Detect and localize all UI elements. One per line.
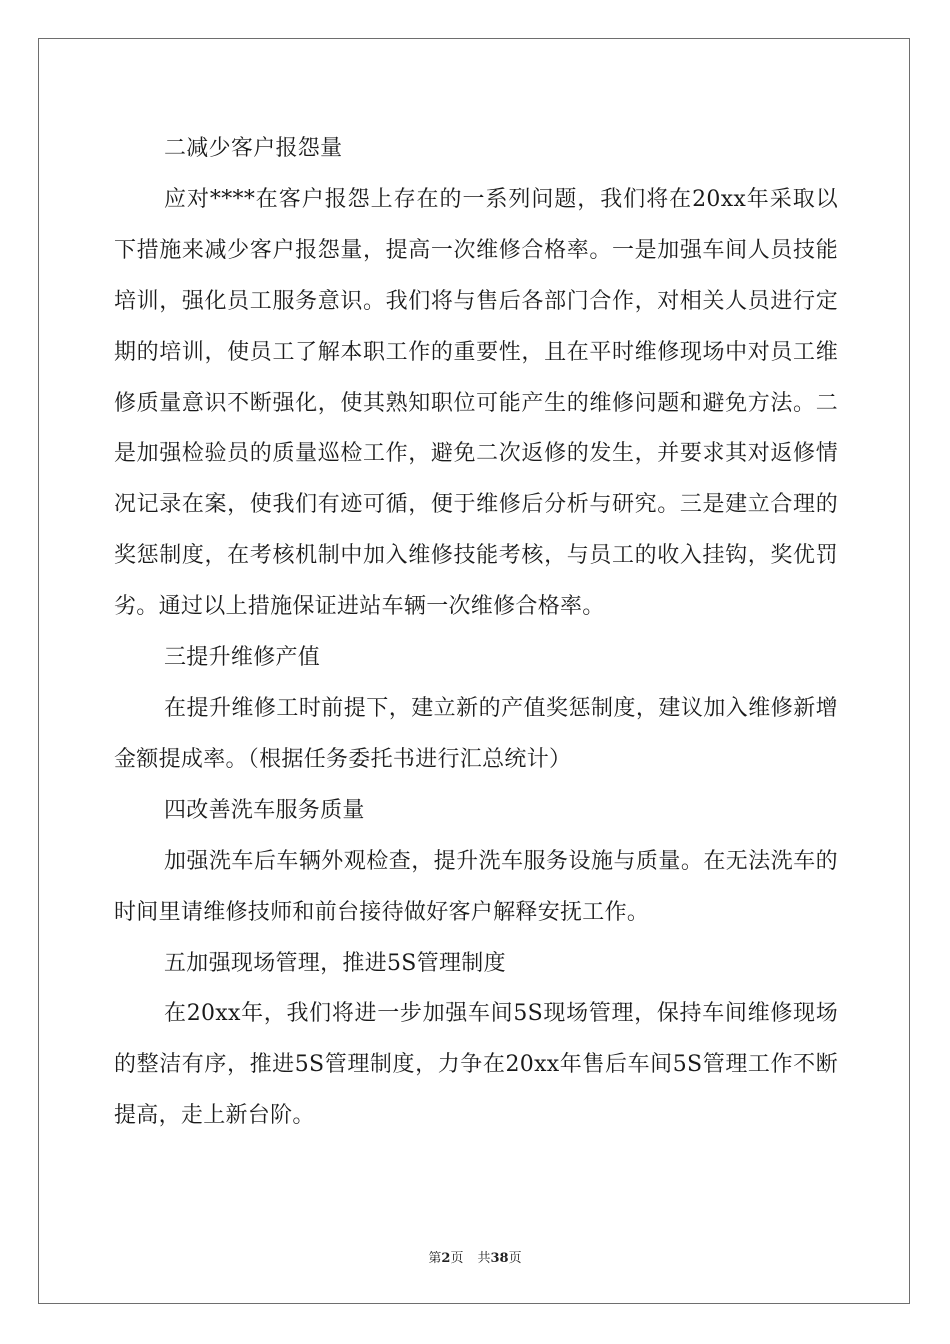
section-paragraph-car-wash: 加强洗车后车辆外观检查，提升洗车服务设施与质量。在无法洗车的时间里请维修技师和前台接待做好客户解释安抚工作。 (114, 848, 838, 925)
page-suffix: 页 (450, 1251, 464, 1266)
section-paragraph-5s-management: 在20xx年，我们将进一步加强车间5S现场管理，保持车间维修现场的整洁有序，推进5S管理制度，力争在20xx年售后车间5S管理工作不断提高，走上新台阶。 (114, 1001, 838, 1129)
section-heading-reduce-complaints: 二减少客户报怨量 (164, 136, 343, 161)
section-paragraph-repair-output: 在提升维修工时前提下，建立新的产值奖惩制度，建议加入维修新增金额提成率。（根据任务委托书进行汇总统计） (114, 695, 838, 772)
page-footer (0, 1247, 950, 1266)
section-heading-5s-management: 五加强现场管理，推进5S管理制度 (164, 950, 506, 976)
page-prefix: 第 (428, 1251, 442, 1266)
section-paragraph-reduce-complaints: 应对****在客户报怨上存在的一系列问题，我们将在20xx年采取以下措施来减少客户报怨量，提高一次维修合格率。一是加强车间人员技能培训，强化员工服务意识。我们将与售后各部门合作，对相关人员进行定期的培训，使员工了解本职工作的重要性，且在平时维修现场中对员工维修质量意识不断强化，使其熟知职位可能产生的维修问题和避免方法。二是加强检验员的质量巡检工作，避免二次返修的发生，并要求其对返修情况记录在案，使我们有迹可循，便于维修后分析与研究。三是建立合理的奖惩制度，在考核机制中加入维修技能考核，与员工的收入挂钩，奖优罚劣。通过以上措施保证进站车辆一次维修合格率。 (114, 186, 838, 620)
section-heading-repair-output: 三提升维修产值 (164, 645, 321, 671)
total-suffix: 页 (508, 1251, 522, 1266)
total-prefix: 共 (477, 1251, 491, 1266)
section-heading-car-wash: 四改善洗车服务质量 (164, 797, 365, 823)
total-pages: 38 (490, 1251, 509, 1266)
document-body (114, 124, 838, 1142)
page-number: 2 (441, 1251, 451, 1266)
